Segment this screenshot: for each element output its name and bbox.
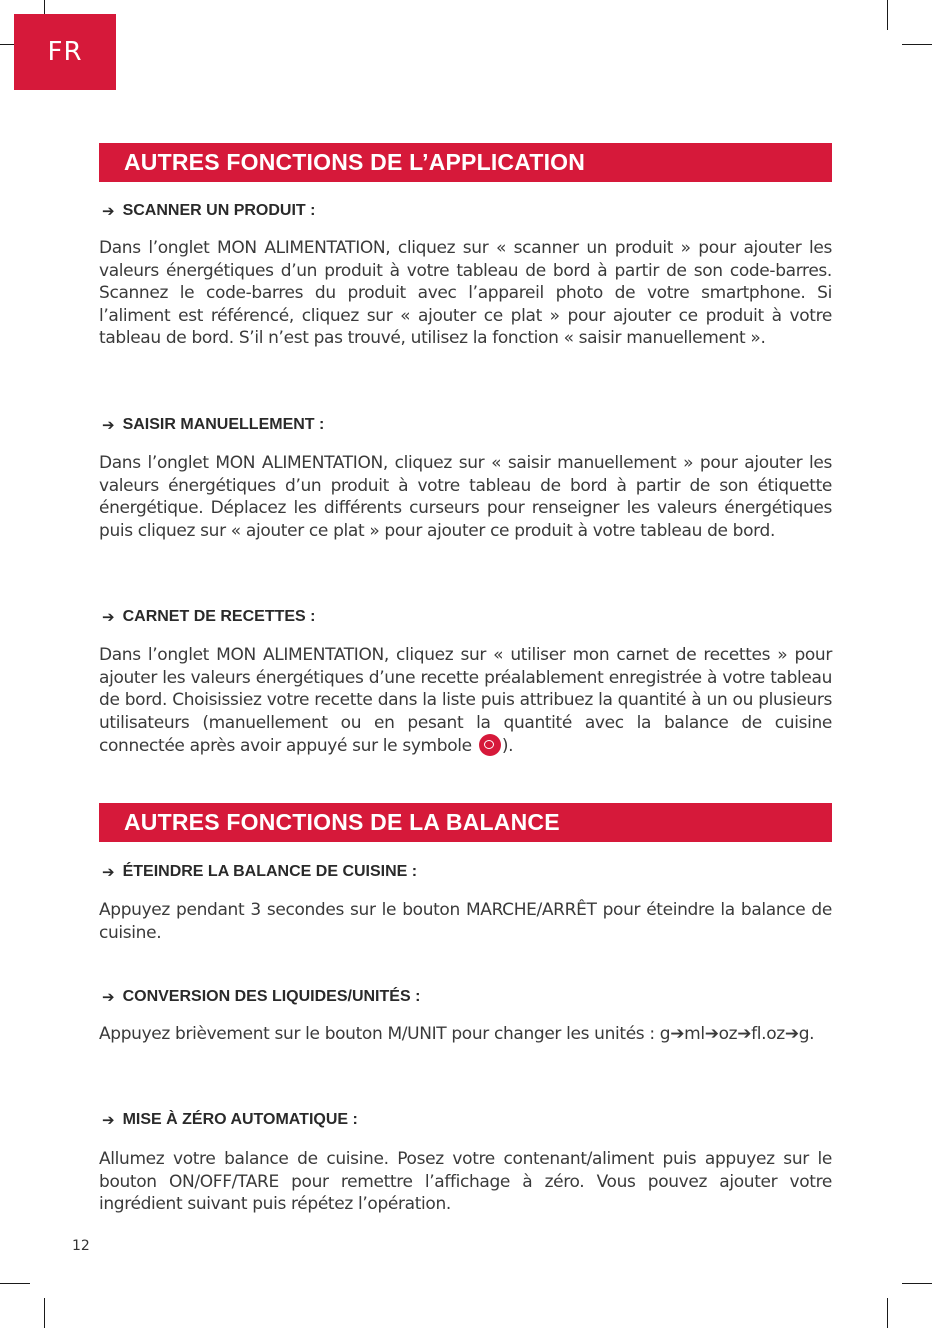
- arrow-right-icon: ➔: [102, 203, 115, 220]
- arrow-right-icon: ➔: [102, 864, 115, 881]
- subheading-recipe-book: [102, 608, 315, 626]
- subheading-manual-entry: [102, 416, 324, 434]
- crop-mark: [44, 1298, 45, 1328]
- subheading-label: CONVERSION DES LIQUIDES/UNITÉS :: [122, 988, 421, 1005]
- subheading-label: MISE À ZÉRO AUTOMATIQUE :: [122, 1111, 358, 1128]
- crop-mark: [887, 0, 888, 30]
- crop-mark: [902, 1283, 932, 1284]
- subheading-label: SCANNER UN PRODUIT :: [122, 202, 316, 219]
- arrow-right-icon: ➔: [102, 609, 115, 626]
- arrow-right-icon: ➔: [102, 989, 115, 1006]
- subheading-label: ÉTEINDRE LA BALANCE DE CUISINE :: [122, 863, 418, 880]
- subheading-auto-tare: [102, 1111, 358, 1129]
- paragraph-manual-entry: Dans l’onglet MON ALIMENTATION, cliquez sur « saisir manuellement » pour ajouter les valeurs énergétiques d’un produit à votre tableau de bord à partir de son étiquette énergétique. Déplacez les différents curseurs pour renseigner les valeurs énergétiques puis cliquez sur « ajouter ce plat » pour ajouter ce produit à votre tableau de bord.: [99, 453, 832, 541]
- crop-mark: [0, 1283, 30, 1284]
- arrow-right-icon: ➔: [102, 417, 115, 434]
- kitchen-scale-icon: [479, 734, 501, 756]
- paragraph-scan-product: Dans l’onglet MON ALIMENTATION, cliquez sur « scanner un produit » pour ajouter les valeurs énergétiques d’un produit à votre tableau de bord à partir de son code-barres. Scannez le code-barres du produit avec l’appareil photo de votre smartphone. Si l’aliment est référencé, cliquez sur « ajouter ce plat » pour ajouter ce produit à votre tableau de bord. S’il n’est pas trouvé, utilisez la fonction « saisir manuellement ».: [99, 238, 832, 348]
- language-tab: FR: [14, 14, 116, 90]
- crop-mark: [887, 1298, 888, 1328]
- paragraph-recipe-text: Dans l’onglet MON ALIMENTATION, cliquez sur « utiliser mon carnet de recettes » pour ajouter les valeurs énergétiques d’une recette préalablement enregistrée à votre tableau de bord. Choisissiez votre recette dans la liste puis attribuez la quantité à un ou plusieurs utilisateurs (manuellement ou en pesant la quantité avec la balance de cuisine connectée après avoir appuyé sur le symbole: [99, 645, 832, 756]
- paragraph-unit-conversion: Appuyez brièvement sur le bouton M/UNIT pour changer les unités : g➔ml➔oz➔fl.oz➔g.: [99, 1024, 815, 1044]
- subheading-turn-off: [102, 863, 417, 881]
- arrow-right-icon: ➔: [102, 1112, 115, 1129]
- paragraph-turn-off: Appuyez pendant 3 secondes sur le bouton MARCHE/ARRÊT pour éteindre la balance de cuisine.: [99, 900, 832, 943]
- subheading-label: CARNET DE RECETTES :: [122, 608, 316, 625]
- section-title-scale: AUTRES FONCTIONS DE LA BALANCE: [99, 803, 832, 842]
- paragraph-recipe-book: [99, 644, 832, 758]
- crop-mark: [902, 44, 932, 45]
- subheading-label: SAISIR MANUELLEMENT :: [122, 416, 325, 433]
- page-number: 12: [72, 1238, 90, 1254]
- subheading-scan-product: [102, 202, 315, 220]
- paragraph-recipe-end: ).: [501, 736, 514, 756]
- paragraph-auto-tare: Allumez votre balance de cuisine. Posez votre contenant/aliment puis appuyez sur le bouton ON/OFF/TARE pour remettre l’affichage à zéro. Vous pouvez ajouter votre ingrédient suivant puis répétez l’opération.: [99, 1149, 832, 1214]
- subheading-unit-conversion: [102, 988, 420, 1006]
- section-title-application: AUTRES FONCTIONS DE L’APPLICATION: [99, 143, 832, 182]
